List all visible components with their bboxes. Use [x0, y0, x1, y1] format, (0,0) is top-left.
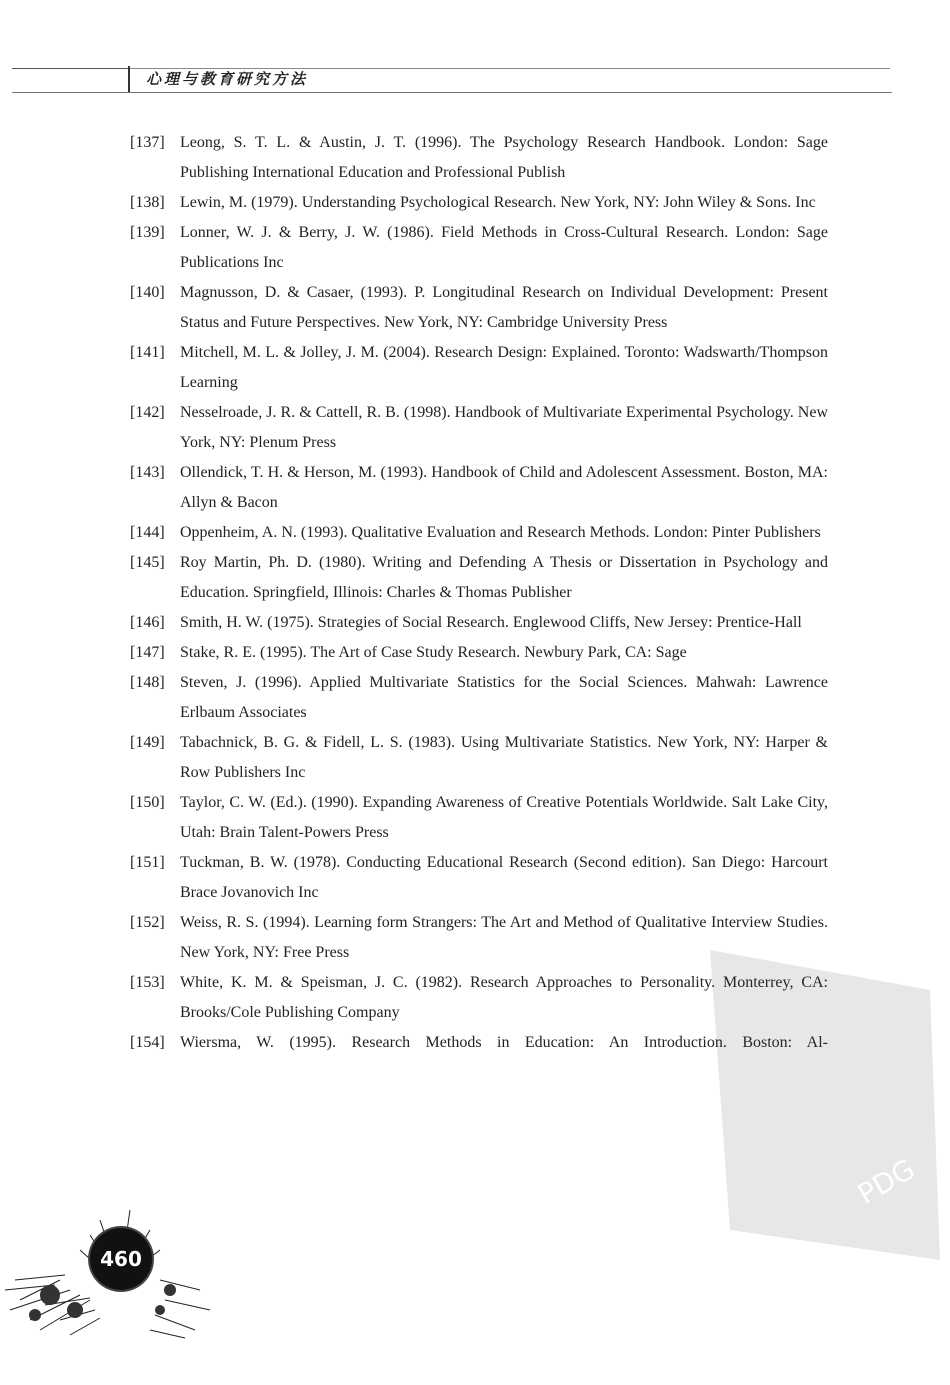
reference-text: Tabachnick, B. G. & Fidell, L. S. (1983). Using Multivariate Statistics. New York, NY: Harper & Row Publishers Inc: [180, 734, 828, 781]
reference-item: [130, 278, 828, 338]
reference-text: Taylor, C. W. (Ed.). (1990). Expanding Awareness of Creative Potentials Worldwide. Salt Lake City, Utah: Brain Talent-Powers Press: [180, 794, 828, 841]
reference-item: [130, 548, 828, 608]
reference-item: [130, 668, 828, 728]
header-rule-bottom: [12, 92, 892, 93]
header-rule-top: [12, 68, 130, 69]
watermark-shape: [710, 950, 940, 1260]
reference-text: Lonner, W. J. & Berry, J. W. (1986). Field Methods in Cross-Cultural Research. London: Sage Publications Inc: [180, 224, 828, 271]
reference-item: [130, 608, 828, 638]
reference-number: [143]: [130, 464, 165, 481]
reference-text: Tuckman, B. W. (1978). Conducting Educational Research (Second edition). San Diego: Harcourt Brace Jovanovich Inc: [180, 854, 828, 901]
reference-text: Magnusson, D. & Casaer, (1993). P. Longitudinal Research on Individual Development: Present Status and Future Perspectives. New York, NY: Cambridge University Press: [180, 284, 828, 331]
reference-number: [152]: [130, 914, 165, 931]
reference-item: [130, 458, 828, 518]
watermark-stamp: [690, 930, 950, 1290]
reference-number: [141]: [130, 344, 165, 361]
reference-number: [146]: [130, 614, 165, 631]
reference-text: Weiss, R. S. (1994). Learning form Strangers: The Art and Method of Qualitative Interview Studies. New York, NY: Free Press: [180, 914, 828, 961]
reference-text: Smith, H. W. (1975). Strategies of Social Research. Englewood Cliffs, New Jersey: Prentice-Hall: [180, 614, 802, 631]
reference-number: [138]: [130, 194, 165, 211]
reference-number: [149]: [130, 734, 165, 751]
reference-text: White, K. M. & Speisman, J. C. (1982). Research Approaches to Personality. Monterrey, CA: Brooks/Cole Publishing Company: [180, 974, 828, 1021]
reference-item: [130, 728, 828, 788]
reference-number: [151]: [130, 854, 165, 871]
reference-item: [130, 218, 828, 278]
reference-text: Ollendick, T. H. & Herson, M. (1993). Handbook of Child and Adolescent Assessment. Boston, MA: Allyn & Bacon: [180, 464, 828, 511]
reference-number: [148]: [130, 674, 165, 691]
reference-number: [147]: [130, 644, 165, 661]
reference-number: [142]: [130, 404, 165, 421]
reference-item: [130, 128, 828, 188]
watermark-text: PDG: [852, 1152, 921, 1212]
reference-text: Stake, R. E. (1995). The Art of Case Study Research. Newbury Park, CA: Sage: [180, 644, 687, 661]
page-number: 460: [90, 1228, 152, 1290]
reference-text: Mitchell, M. L. & Jolley, J. M. (2004). Research Design: Explained. Toronto: Wadswarth/Thompson Learning: [180, 344, 828, 391]
reference-number: [137]: [130, 134, 165, 151]
reference-item: [130, 518, 828, 548]
reference-text: Wiersma, W. (1995). Research Methods in Education: An Introduction. Boston: Al-: [180, 1034, 828, 1051]
header-divider: [128, 66, 130, 92]
reference-text: Lewin, M. (1979). Understanding Psychological Research. New York, NY: John Wiley & Sons. Inc: [180, 194, 816, 211]
reference-text: Nesselroade, J. R. & Cattell, R. B. (1998). Handbook of Multivariate Experimental Psychology. New York, NY: Plenum Press: [180, 404, 828, 451]
reference-text: Roy Martin, Ph. D. (1980). Writing and Defending A Thesis or Dissertation in Psychology and Education. Springfield, Illinois: Charles & Thomas Publisher: [180, 554, 828, 601]
reference-item: [130, 788, 828, 848]
running-title: 心理与教育研究方法: [146, 70, 309, 88]
reference-number: [144]: [130, 524, 165, 541]
reference-item: [130, 848, 828, 908]
reference-number: [139]: [130, 224, 165, 241]
reference-number: [154]: [130, 1034, 165, 1051]
reference-number: [140]: [130, 284, 165, 301]
reference-number: [150]: [130, 794, 165, 811]
page-header: [0, 0, 950, 100]
reference-number: [145]: [130, 554, 165, 571]
reference-item: [130, 398, 828, 458]
reference-item: [130, 638, 828, 668]
reference-item: [130, 188, 828, 218]
reference-text: Steven, J. (1996). Applied Multivariate Statistics for the Social Sciences. Mahwah: Lawrence Erlbaum Associates: [180, 674, 828, 721]
reference-list: [130, 128, 828, 1058]
reference-item: [130, 338, 828, 398]
reference-number: [153]: [130, 974, 165, 991]
reference-text: Leong, S. T. L. & Austin, J. T. (1996). The Psychology Research Handbook. London: Sage Publishing International Education and Professional Publish: [180, 134, 828, 181]
reference-text: Oppenheim, A. N. (1993). Qualitative Evaluation and Research Methods. London: Pinter Publishers: [180, 524, 821, 541]
